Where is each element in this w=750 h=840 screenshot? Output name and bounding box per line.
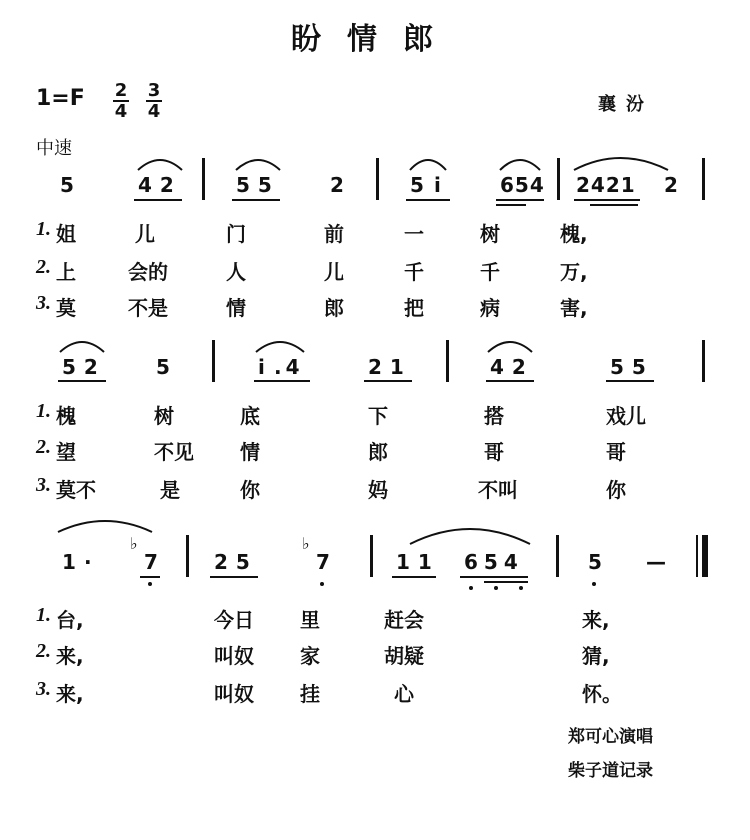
verse-number: 3. xyxy=(36,292,51,314)
lyric: 槐 xyxy=(56,404,76,428)
lyric: 门 xyxy=(226,222,246,246)
lyric: 病 xyxy=(480,296,500,320)
note: 5 xyxy=(60,173,74,197)
verse-number: 2. xyxy=(36,436,51,458)
lyric: 来, xyxy=(56,682,84,706)
note: i xyxy=(434,173,441,197)
time-signature-numerator: 3 xyxy=(147,80,161,101)
note: 55 xyxy=(610,355,654,379)
lyric: 哥 xyxy=(484,440,504,464)
lyric: 莫不 xyxy=(56,478,96,502)
lyric: 你 xyxy=(240,478,260,502)
verse-number: 2. xyxy=(36,640,51,662)
verse-number: 1. xyxy=(36,218,51,240)
lyric: 戏儿 xyxy=(606,404,646,428)
lyric: 不叫 xyxy=(478,478,518,502)
song-title: 盼情郎 xyxy=(291,22,459,57)
note: 42 xyxy=(138,173,182,197)
note: 52 xyxy=(62,355,106,379)
note: .4 xyxy=(274,355,304,379)
note: 2421 xyxy=(576,173,636,197)
lyric: 不是 xyxy=(128,296,168,320)
lyric: 会的 xyxy=(128,260,168,284)
slur xyxy=(236,160,280,170)
verse-number: 3. xyxy=(36,474,51,496)
lyric: 搭 xyxy=(484,404,504,428)
slur xyxy=(58,521,152,532)
lyric: 来, xyxy=(582,608,610,632)
region-label: 襄汾 xyxy=(598,94,654,115)
lyric: 下 xyxy=(368,404,388,428)
note: 25 xyxy=(214,550,258,574)
lyric: 儿 xyxy=(324,260,344,284)
note: 55 xyxy=(236,173,280,197)
slur xyxy=(574,158,668,170)
lyric: 挂 xyxy=(300,682,320,706)
lyric: 怀。 xyxy=(582,682,622,706)
slur xyxy=(60,342,104,352)
lyric: 今日 xyxy=(214,608,254,632)
lyric: 猜, xyxy=(582,644,610,668)
slur xyxy=(410,529,530,544)
lyric: 郎 xyxy=(368,440,388,464)
verse-number: 1. xyxy=(36,604,51,626)
note: 5 xyxy=(156,355,170,379)
lyric: 情 xyxy=(240,440,260,464)
lyric: 莫 xyxy=(56,296,76,320)
lyric: 姐 xyxy=(56,222,76,246)
lyric: 哥 xyxy=(606,440,626,464)
slur xyxy=(410,160,446,170)
lyric: 人 xyxy=(226,260,246,284)
lyric: 把 xyxy=(404,296,424,320)
lyric: 底 xyxy=(240,404,260,428)
lyric: 叫奴 xyxy=(214,682,254,706)
slur xyxy=(500,160,540,170)
lyric: 心 xyxy=(394,682,414,706)
note: i xyxy=(258,355,265,379)
lyric: 树 xyxy=(154,404,174,428)
note: 42 xyxy=(490,355,534,379)
note: 21 xyxy=(368,355,412,379)
verse-number: 2. xyxy=(36,256,51,278)
slur xyxy=(488,342,532,352)
lyric: 望 xyxy=(56,440,76,464)
lyric: 儿 xyxy=(135,222,155,246)
verse-number: 1. xyxy=(36,400,51,422)
tempo-marking: 中速 xyxy=(36,138,72,159)
note: 2 xyxy=(330,173,344,197)
lyric: 千 xyxy=(404,260,424,284)
lyric: 不见 xyxy=(154,440,194,464)
note: 654 xyxy=(464,550,524,574)
time-signature-numerator: 2 xyxy=(114,80,128,101)
final-barline-thick xyxy=(702,535,708,577)
recorder-credit: 柴子道记录 xyxy=(568,761,653,781)
lyric: 上 xyxy=(56,260,76,284)
key-signature: 1=F xyxy=(36,86,85,111)
augmentation-dot: · xyxy=(84,550,92,574)
lyric: 赶会 xyxy=(384,608,424,632)
lyric: 一 xyxy=(404,222,424,246)
note: 5 xyxy=(410,173,424,197)
lyric: 胡疑 xyxy=(384,644,424,668)
lyric: 槐, xyxy=(560,222,588,246)
lyric: 叫奴 xyxy=(214,644,254,668)
final-barline-thin xyxy=(696,535,698,577)
note: 654 xyxy=(500,173,545,197)
note: 11 xyxy=(396,550,440,574)
lyric: 台, xyxy=(56,608,84,632)
lyric: 前 xyxy=(324,222,344,246)
lyric: 你 xyxy=(606,478,626,502)
sustain-dash: — xyxy=(646,550,666,574)
flat-sign: ♭ xyxy=(302,534,310,553)
note: 2 xyxy=(664,173,678,197)
verse-number: 3. xyxy=(36,678,51,700)
lyric: 郎 xyxy=(324,296,344,320)
lyric: 害, xyxy=(560,296,588,320)
lyric: 家 xyxy=(300,644,320,668)
lyric: 树 xyxy=(480,222,500,246)
note: 5 xyxy=(588,550,602,574)
lyric: 万, xyxy=(560,260,588,284)
note: 7 xyxy=(144,550,158,574)
slur xyxy=(138,160,182,170)
lyric: 妈 xyxy=(368,478,388,502)
lyric: 是 xyxy=(160,478,180,502)
time-signature-denominator: 4 xyxy=(147,101,161,122)
slur xyxy=(256,342,304,352)
singer-credit: 郑可心演唱 xyxy=(568,727,653,747)
time-signature-denominator: 4 xyxy=(114,101,128,122)
lyric: 里 xyxy=(300,608,320,632)
lyric: 情 xyxy=(226,296,246,320)
flat-sign: ♭ xyxy=(130,534,138,553)
lyric: 来, xyxy=(56,644,84,668)
note: 7 xyxy=(316,550,330,574)
lyric: 千 xyxy=(480,260,500,284)
note: 1 xyxy=(62,550,76,574)
